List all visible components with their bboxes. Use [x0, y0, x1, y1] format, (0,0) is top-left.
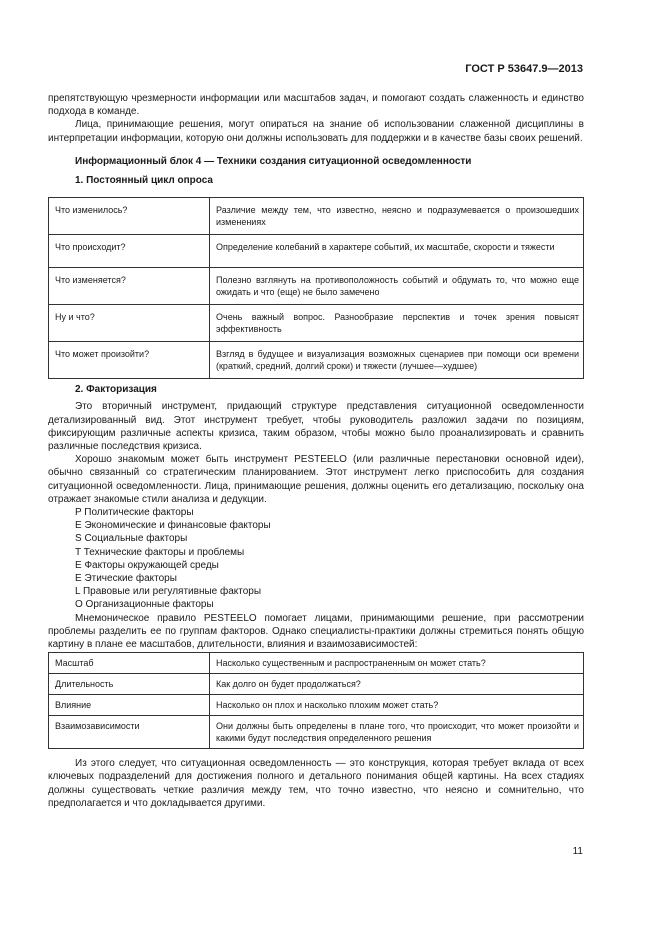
table-cell-answer: Очень важный вопрос. Разнообразие перспектив и точек зрения повысят эффективность	[210, 305, 584, 342]
table-cell-dimension: Влияние	[49, 695, 210, 716]
section-2-paragraph-2: Хорошо знакомым может быть инструмент PESTEELO (или различные перестановки основной идеи), обычно связанный со стратегическим планированием. Этот инструмент легко приспособить для создания ситуационной осведомленности. Лица, принимающие решения, должны оценить его детализацию, поскольку она отражает знакомые стили анализа и дедукции.	[48, 454, 584, 505]
section-1-title: 1. Постоянный цикл опроса	[75, 175, 213, 187]
pesteelo-list	[48, 506, 584, 612]
table-cell-answer: Полезно взглянуть на противоположность событий и обдумать то, что можно еще ожидать и что (еще) не было замечено	[210, 268, 584, 305]
table-row	[49, 674, 584, 695]
list-item: P Политические факторы	[75, 507, 194, 519]
table-cell-dimension: Длительность	[49, 674, 210, 695]
dimensions-table	[48, 652, 584, 749]
list-item: E Экономические и финансовые факторы	[75, 520, 271, 532]
table-cell-dimension: Масштаб	[49, 653, 210, 674]
list-item: L Правовые или регулятивные факторы	[75, 586, 262, 598]
table-row	[49, 695, 584, 716]
table-row	[49, 716, 584, 749]
section-2-title: 2. Факторизация	[75, 384, 157, 396]
intro-paragraph-1: препятствующую чрезмерности информации или масштабов задач, и помогают создать слаженность и единство подхода в команде.	[48, 93, 584, 118]
page-content	[48, 92, 584, 810]
table-row	[49, 268, 584, 305]
table-cell-question: Что может произойти?	[49, 342, 210, 379]
list-item: T Технические факторы и проблемы	[75, 546, 245, 558]
table-row	[49, 342, 584, 379]
page-number: 11	[572, 846, 583, 857]
table-cell-description: Насколько существенным и распространенным он может стать?	[210, 653, 584, 674]
standard-header: ГОСТ Р 53647.9—2013	[465, 63, 583, 75]
table-row	[49, 305, 584, 342]
table-cell-question: Ну и что?	[49, 305, 210, 342]
table-cell-description: Они должны быть определены в плане того, что происходит, что может произойти и какими будут последствия определенного решения	[210, 716, 584, 749]
conclusion-paragraph: Из этого следует, что ситуационная осведомленность — это конструкция, которая требует вклада от всех ключевых подразделений для достижения полного и детального понимания общей картины. На всех стадиях должны существовать четкие различия между тем, что точно известно, что неясно и сомнительно, что предполагается и что докладывается другими.	[48, 758, 584, 809]
table-row	[49, 198, 584, 235]
list-item: E Факторы окружающей среды	[75, 559, 219, 571]
table-cell-description: Как долго он будет продолжаться?	[210, 674, 584, 695]
info-block-title: Информационный блок 4 — Техники создания ситуационной осведомленности	[75, 155, 472, 167]
table-cell-question: Что изменяется?	[49, 268, 210, 305]
table-cell-answer: Взгляд в будущее и визуализация возможных сценариев при помощи оси времени (краткий, средний, долгий сроки) и тяжести (лучшее—худшее)	[210, 342, 584, 379]
table-cell-answer: Определение колебаний в характере событий, их масштабе, скорости и тяжести	[210, 235, 584, 268]
section-2-paragraph-3: Мнемоническое правило PESTEELO помогает лицами, принимающими решение, при рассмотрении проблемы разделить ее по группам факторов. Однако специалисты-практики должны стремиться понять общую картину в плане ее масштабов, длительности, влияния и взаимозависимостей:	[48, 612, 584, 651]
table-cell-description: Насколько он плох и насколько плохим может стать?	[210, 695, 584, 716]
table-row	[49, 235, 584, 268]
table-cell-answer: Различие между тем, что известно, неясно и подразумевается о произошедших изменениях	[210, 198, 584, 235]
intro-paragraph-2: Лица, принимающие решения, могут опираться на знание об использовании слаженной дисциплины в интерпретации информации, которую они должны использовать для поддержки и в качестве базы своих решений.	[48, 119, 584, 144]
table-cell-question: Что изменилось?	[49, 198, 210, 235]
list-item: E Этические факторы	[75, 573, 177, 585]
list-item: S Социальные факторы	[75, 533, 188, 545]
polling-cycle-table	[48, 197, 584, 379]
table-cell-question: Что происходит?	[49, 235, 210, 268]
table-row	[49, 653, 584, 674]
table-cell-dimension: Взаимозависимости	[49, 716, 210, 749]
section-2-paragraph-1: Это вторичный инструмент, придающий структуре представления ситуационной осведомленности детализированный вид. Этот инструмент требует, чтобы руководитель разложил задачи по позициям, фиксирующим различные аспекты кризиса, таким образом, чтобы можно было проанализировать и сравнить различные последствия кризиса.	[48, 401, 584, 453]
list-item: O Организационные факторы	[75, 599, 214, 611]
